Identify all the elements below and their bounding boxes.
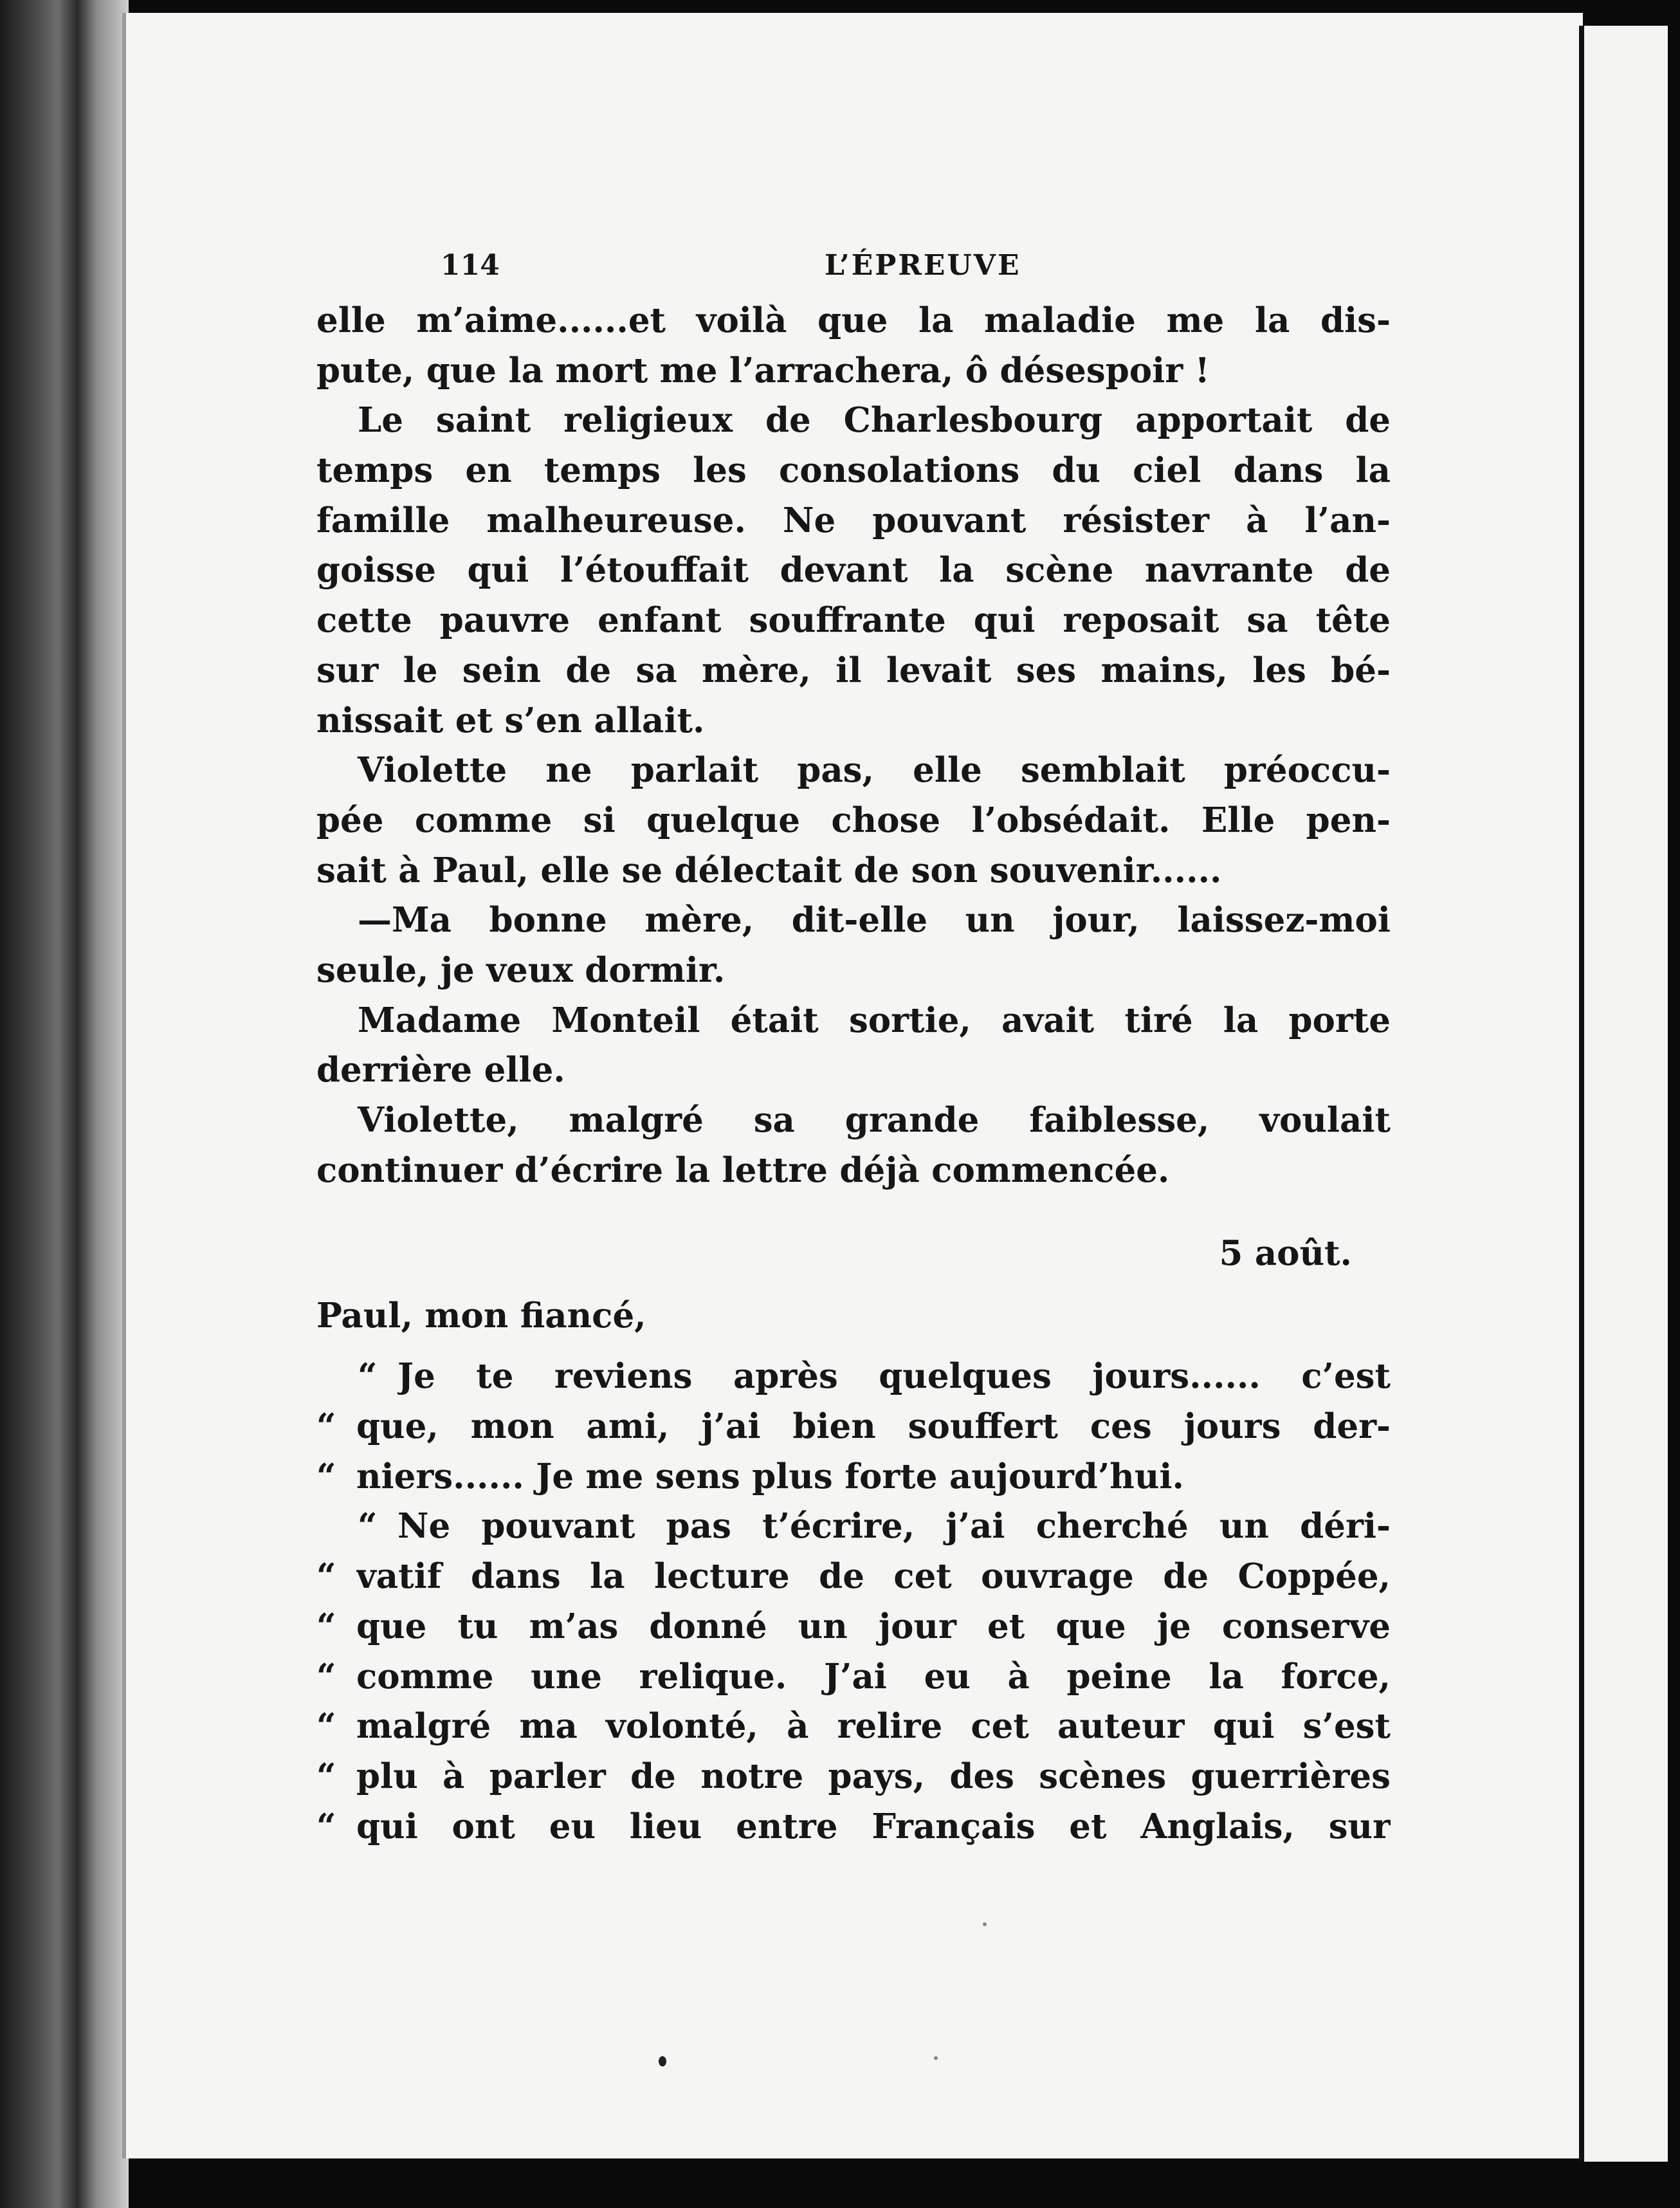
quote-mark: “ xyxy=(316,1756,336,1796)
paragraph xyxy=(316,296,1391,396)
text-line: continuer d’écrire la lettre déjà commencée. xyxy=(316,1150,1170,1190)
quoted-text: que tu m’as donné un jour et que je conserve xyxy=(356,1606,1391,1646)
paragraph xyxy=(316,996,1391,1096)
quoted-text: Je te reviens après quelques jours...... c’est xyxy=(397,1356,1391,1397)
quote-mark: “ xyxy=(316,1806,336,1846)
quoted-text: niers...... Je me sens plus forte aujourd’hui. xyxy=(356,1456,1184,1496)
quote-mark: “ xyxy=(316,1406,336,1447)
page-number: 114 xyxy=(441,249,500,282)
text-line: sur le sein de sa mère, il levait ses mains, les bé- xyxy=(316,650,1391,690)
text-line: elle m’aime......et voilà que la maladie me la dis- xyxy=(316,300,1391,340)
quoted-text: plu à parler de notre pays, des scènes guerrières xyxy=(356,1756,1391,1796)
quoted-line xyxy=(316,1552,1391,1602)
quote-mark: “ xyxy=(316,1456,336,1496)
quoted-line xyxy=(316,1352,1391,1402)
letter-salutation: Paul, mon fiancé, xyxy=(316,1296,646,1336)
letter-date: 5 août. xyxy=(1219,1233,1352,1274)
header-title: L’ÉPREUVE xyxy=(825,249,1021,282)
page-text xyxy=(316,235,1391,1852)
scan-speck xyxy=(934,2056,938,2060)
running-head xyxy=(316,235,1391,296)
text-line: temps en temps les consolations du ciel dans la xyxy=(316,450,1391,491)
text-line: Violette ne parlait pas, elle semblait préoccu- xyxy=(358,750,1391,791)
scan-speck xyxy=(983,1922,987,1926)
quoted-line xyxy=(316,1652,1391,1702)
quoted-line xyxy=(316,1602,1391,1652)
paragraph xyxy=(316,1096,1391,1195)
text-line: famille malheureuse. Ne pouvant résister à l’an- xyxy=(316,500,1391,540)
quoted-text: qui ont eu lieu entre Français et Anglais, sur xyxy=(356,1806,1391,1846)
quoted-line xyxy=(316,1502,1391,1552)
text-line: pute, que la mort me l’arrachera, ô désespoir ! xyxy=(316,350,1210,391)
text-line: Madame Monteil était sortie, avait tiré la porte xyxy=(358,1000,1391,1040)
letter-block xyxy=(316,1502,1391,1852)
text-line: nissait et s’en allait. xyxy=(316,700,705,741)
paragraph xyxy=(316,746,1391,896)
quote-mark: “ xyxy=(316,1706,336,1747)
text-line: pée comme si quelque chose l’obsédait. Elle pen- xyxy=(316,800,1391,840)
text-line: —Ma bonne mère, dit-elle un jour, laissez-moi xyxy=(358,900,1391,941)
text-line: sait à Paul, elle se délectait de son souvenir...... xyxy=(316,850,1222,890)
scan-speck xyxy=(659,2056,666,2066)
text-line: cette pauvre enfant souffrante qui reposait sa tête xyxy=(316,600,1391,641)
text-line: derrière elle. xyxy=(316,1050,565,1090)
letter-block xyxy=(316,1352,1391,1502)
quoted-line xyxy=(316,1702,1391,1752)
text-line: goisse qui l’étouffait devant la scène navrante de xyxy=(316,550,1391,591)
quoted-text: malgré ma volonté, à relire cet auteur qui s’est xyxy=(356,1706,1391,1747)
quoted-line xyxy=(316,1402,1391,1452)
quote-mark: “ xyxy=(316,1656,336,1697)
paragraph xyxy=(316,396,1391,746)
quote-mark: “ xyxy=(358,1506,378,1547)
book-spine xyxy=(0,0,129,2208)
next-page-edge xyxy=(1579,26,1668,2162)
quoted-line xyxy=(316,1752,1391,1802)
text-line: Violette, malgré sa grande faiblesse, voulait xyxy=(358,1100,1391,1140)
text-line: Le saint religieux de Charlesbourg apportait de xyxy=(358,400,1391,441)
quoted-line xyxy=(316,1452,1391,1502)
paragraph xyxy=(316,896,1391,995)
quoted-text: que, mon ami, j’ai bien souffert ces jours der- xyxy=(356,1406,1391,1447)
text-line: seule, je veux dormir. xyxy=(316,950,726,990)
quoted-text: comme une relique. J’ai eu à peine la force, xyxy=(356,1656,1391,1697)
quoted-text: Ne pouvant pas t’écrire, j’ai cherché un déri- xyxy=(397,1506,1391,1547)
quote-mark: “ xyxy=(316,1606,336,1646)
quote-mark: “ xyxy=(358,1356,378,1397)
quoted-text: vatif dans la lecture de cet ouvrage de Coppée, xyxy=(356,1556,1391,1597)
quoted-line xyxy=(316,1802,1391,1852)
quote-mark: “ xyxy=(316,1556,336,1597)
